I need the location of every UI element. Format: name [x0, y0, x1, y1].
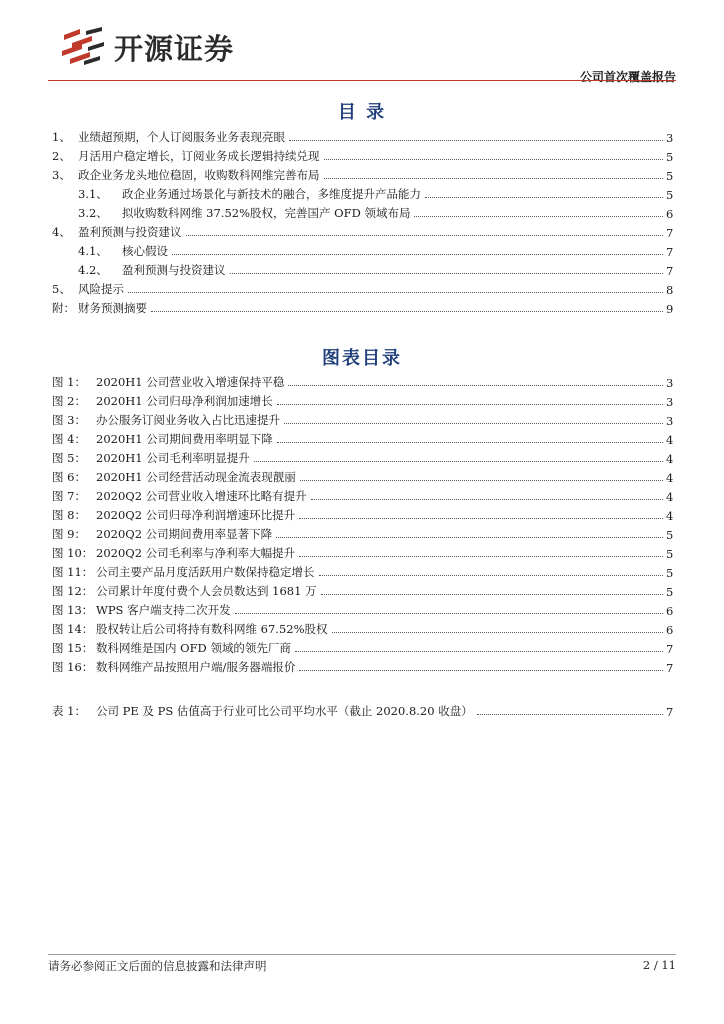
logo-mark-icon [58, 25, 106, 69]
figure-entry-page: 7 [666, 642, 674, 656]
figure-entry[interactable] [52, 485, 672, 504]
figure-entry[interactable] [52, 561, 672, 580]
company-logo [58, 24, 234, 70]
figure-entry-page: 5 [666, 585, 674, 599]
dot-leader [288, 385, 663, 386]
dot-leader [289, 140, 663, 141]
figure-entry-number: 图 6： [52, 470, 86, 484]
figure-entry-number: 图 15： [52, 641, 94, 655]
toc-entry-page: 3 [666, 131, 674, 145]
toc-entry-number: 2、 [52, 149, 71, 163]
figure-entry-text: 2020Q2 公司毛利率与净利率大幅提升 [96, 546, 296, 560]
table-entry-text: 公司 PE 及 PS 估值高于行业可比公司平均水平（截止 2020.8.20 收盘） [96, 704, 473, 718]
figure-entry-number: 图 14： [52, 622, 94, 636]
toc-entry-text: 政企业务龙头地位稳固，收购数科网维完善布局 [78, 168, 320, 182]
figure-entry[interactable] [52, 409, 672, 428]
figure-entry-text: 办公服务订阅业务收入占比迅速提升 [96, 413, 280, 427]
toc-entry[interactable] [52, 240, 672, 259]
figure-entry-number: 图 8： [52, 508, 86, 522]
dot-leader [284, 423, 663, 424]
toc-entry-page: 8 [666, 283, 674, 297]
dot-leader [477, 714, 663, 715]
dot-leader [311, 499, 663, 500]
figure-entry-text: 2020Q2 公司营业收入增速环比略有提升 [96, 489, 307, 503]
toc-entry-page: 5 [666, 150, 674, 164]
toc-entry[interactable] [52, 183, 672, 202]
figure-entry-text: 公司主要产品月度活跃用户数保持稳定增长 [96, 565, 315, 579]
toc-entry[interactable] [52, 126, 672, 145]
figures-list [52, 371, 672, 675]
toc-entry-number: 5、 [52, 282, 71, 296]
table-entry-number: 表 1： [52, 704, 86, 718]
figure-entry-number: 图 9： [52, 527, 86, 541]
dot-leader [324, 178, 664, 179]
dot-leader [128, 292, 663, 293]
figure-entry-text: 2020H1 公司毛利率明显提升 [96, 451, 250, 465]
dot-leader [321, 594, 663, 595]
figure-entry-page: 6 [666, 623, 674, 637]
toc-entry-page: 7 [666, 264, 674, 278]
toc-entry-number: 4.2、 [78, 263, 108, 277]
page-header [48, 18, 676, 84]
figure-entry-text: 2020H1 公司营业收入增速保持平稳 [96, 375, 285, 389]
figure-entry-page: 4 [666, 452, 674, 466]
figures-title: 图表目录 [322, 348, 402, 369]
footer-disclaimer: 请务必参阅正文后面的信息披露和法律声明 [48, 959, 267, 973]
figure-entry[interactable] [52, 390, 672, 409]
figure-entry-number: 图 12： [52, 584, 94, 598]
figure-entry[interactable] [52, 599, 672, 618]
figure-entry-number: 图 11： [52, 565, 94, 579]
figure-entry-page: 3 [666, 376, 674, 390]
figure-entry-text: 股权转让后公司将持有数科网维 67.52%股权 [96, 622, 328, 636]
figure-entry-number: 图 13： [52, 603, 94, 617]
toc-entry-text: 财务预测摘要 [78, 301, 147, 315]
dot-leader [425, 197, 663, 198]
toc-title: 目 录 [337, 102, 387, 123]
table-entry[interactable] [52, 700, 672, 719]
dot-leader [414, 216, 663, 217]
toc-entry[interactable] [52, 259, 672, 278]
dot-leader [235, 613, 663, 614]
figure-entry-number: 图 2： [52, 394, 86, 408]
header-divider [48, 80, 676, 81]
dot-leader [299, 518, 663, 519]
toc-entry-text: 政企业务通过场景化与新技术的融合，多维度提升产品能力 [122, 187, 421, 201]
figure-entry[interactable] [52, 656, 672, 675]
figure-entry[interactable] [52, 580, 672, 599]
dot-leader [277, 442, 663, 443]
dot-leader [254, 461, 663, 462]
figure-entry-text: 数科网维产品按照用户端/服务器端报价 [96, 660, 296, 674]
footer-divider [48, 954, 676, 955]
toc-entry-text: 核心假设 [122, 244, 168, 258]
toc-entry-page: 9 [666, 302, 674, 316]
company-name: 开源证券 [114, 31, 235, 66]
toc-entry[interactable] [52, 164, 672, 183]
toc-entry-text: 业绩超预期，个人订阅服务业务表现亮眼 [78, 130, 285, 144]
figure-entry-text: 2020H1 公司经营活动现金流表现靓丽 [96, 470, 296, 484]
dot-leader [186, 235, 664, 236]
figure-entry-page: 5 [666, 547, 674, 561]
figure-entry[interactable] [52, 618, 672, 637]
figure-entry[interactable] [52, 637, 672, 656]
toc-entry-number: 4、 [52, 225, 71, 239]
toc-entry-number: 3.2、 [78, 206, 108, 220]
dot-leader [332, 632, 663, 633]
dot-leader [300, 480, 663, 481]
figure-entry-page: 6 [666, 604, 674, 618]
figure-entry-text: 2020H1 公司归母净利润加速增长 [96, 394, 273, 408]
toc-entry-number: 3、 [52, 168, 71, 182]
figure-entry-text: 公司累计年度付费个人会员数达到 1681 万 [96, 584, 317, 598]
figure-entry-page: 5 [666, 566, 674, 580]
dot-leader [299, 556, 663, 557]
figure-entry-number: 图 16： [52, 660, 94, 674]
figure-entry[interactable] [52, 447, 672, 466]
toc-entry[interactable] [52, 221, 672, 240]
figure-entry-number: 图 4： [52, 432, 86, 446]
figure-entry-page: 4 [666, 471, 674, 485]
figure-entry[interactable] [52, 542, 672, 561]
figure-entry[interactable] [52, 504, 672, 523]
toc-entry[interactable] [52, 297, 672, 316]
dot-leader [295, 651, 663, 652]
figure-entry-text: 2020Q2 公司期间费用率显著下降 [96, 527, 273, 541]
toc-entry-page: 7 [666, 226, 674, 240]
dot-leader [172, 254, 663, 255]
toc-entry-text: 月活用户稳定增长，订阅业务成长逻辑持续兑现 [78, 149, 320, 163]
dot-leader [276, 537, 663, 538]
toc-list [52, 126, 672, 316]
toc-entry[interactable] [52, 202, 672, 221]
figure-entry[interactable] [52, 371, 672, 390]
dot-leader [230, 273, 664, 274]
figure-entry-number: 图 10： [52, 546, 94, 560]
figure-entry[interactable] [52, 428, 672, 447]
dot-leader [319, 575, 664, 576]
dot-leader [299, 670, 663, 671]
tables-list [52, 700, 672, 719]
figure-entry-number: 图 7： [52, 489, 86, 503]
toc-entry-number: 4.1、 [78, 244, 108, 258]
toc-entry[interactable] [52, 145, 672, 164]
dot-leader [277, 404, 663, 405]
figure-entry-page: 3 [666, 414, 674, 428]
figure-entry-page: 4 [666, 490, 674, 504]
page-indicator: 2 / 11 [642, 958, 676, 972]
report-type-label: 公司首次覆盖报告 [579, 70, 676, 84]
figure-entry-text: 2020H1 公司期间费用率明显下降 [96, 432, 273, 446]
figure-entry-page: 4 [666, 433, 674, 447]
figure-entry-number: 图 1： [52, 375, 86, 389]
toc-entry[interactable] [52, 278, 672, 297]
toc-entry-text: 风险提示 [78, 282, 124, 296]
figure-entry-text: 数科网维是国内 OFD 领域的领先厂商 [96, 641, 291, 655]
toc-entry-page: 7 [666, 245, 674, 259]
figure-entry-number: 图 5： [52, 451, 86, 465]
toc-entry-text: 盈利预测与投资建议 [78, 225, 182, 239]
figure-entry-text: WPS 客户端支持二次开发 [96, 603, 231, 617]
figure-entry[interactable] [52, 466, 672, 485]
toc-entry-page: 6 [666, 207, 674, 221]
toc-entry-number: 3.1、 [78, 187, 108, 201]
dot-leader [324, 159, 664, 160]
figure-entry-text: 2020Q2 公司归母净利润增速环比提升 [96, 508, 296, 522]
figure-entry-page: 5 [666, 528, 674, 542]
toc-entry-text: 盈利预测与投资建议 [122, 263, 226, 277]
figure-entry-page: 4 [666, 509, 674, 523]
figure-entry-page: 3 [666, 395, 674, 409]
toc-entry-page: 5 [666, 188, 674, 202]
toc-entry-number: 附： [52, 301, 75, 315]
toc-entry-page: 5 [666, 169, 674, 183]
figure-entry-page: 7 [666, 661, 674, 675]
dot-leader [151, 311, 663, 312]
table-entry-page: 7 [666, 705, 674, 719]
toc-entry-number: 1、 [52, 130, 71, 144]
toc-entry-text: 拟收购数科网维 37.52%股权，完善国产 OFD 领域布局 [122, 206, 411, 220]
figure-entry[interactable] [52, 523, 672, 542]
figure-entry-number: 图 3： [52, 413, 86, 427]
